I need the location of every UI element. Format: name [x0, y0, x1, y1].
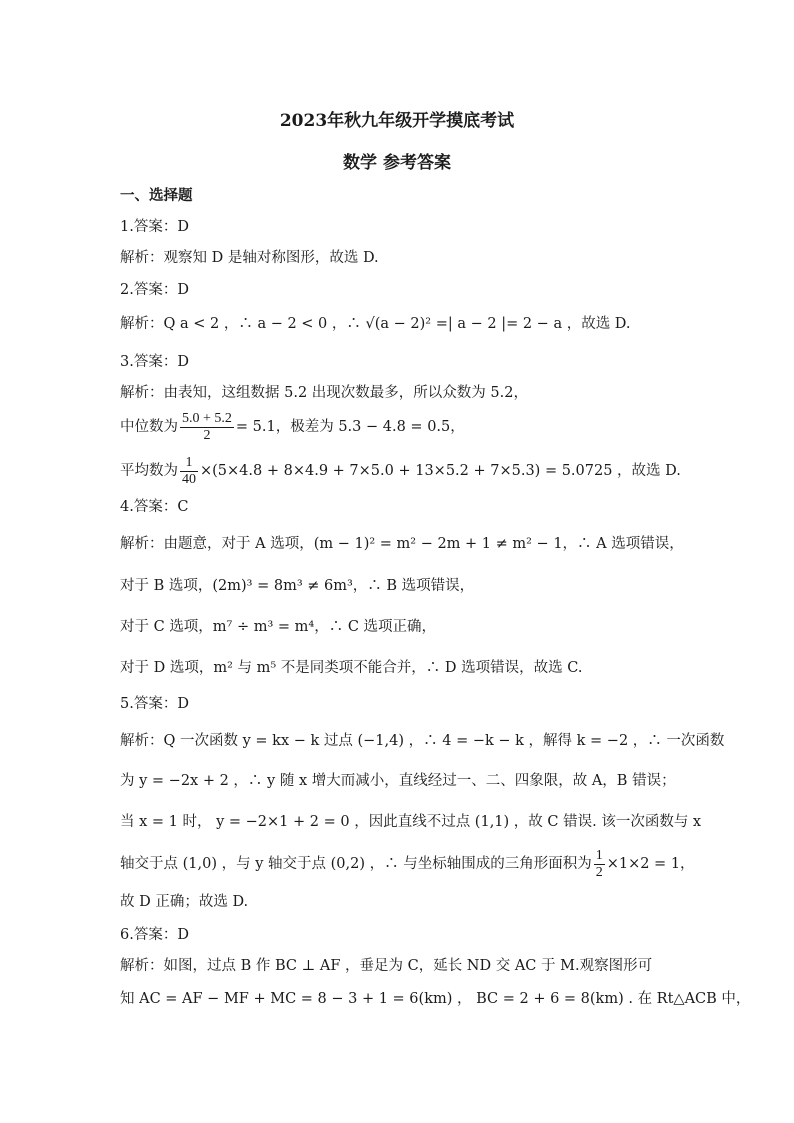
q6-analysis-line1: 解析：如图，过点 B 作 BC ⊥ AF ，垂足为 C，延长 ND 交 AC 于 M.观察图形可 — [120, 958, 653, 974]
q5-analysis-line2: 为 y = −2x + 2 ，∴ y 随 x 增大而减小，直线经过一、二、四象限，故 A，B 错误； — [120, 773, 676, 789]
fraction-denominator: 40 — [182, 471, 196, 487]
q4-analysis-line2: 对于 B 选项，(2m)³ = 8m³ ≠ 6m³，∴ B 选项错误， — [120, 578, 475, 594]
section-heading: 一、选择题 — [120, 187, 193, 204]
q3-mean-result: ×(5×4.8 + 8×4.9 + 7×5.0 + 13×5.2 + 7×5.3) = 5.0725 ，故选 D. — [200, 463, 681, 479]
q4-answer: 4.答案：C — [120, 499, 189, 515]
fraction-numerator: 1 — [180, 455, 198, 472]
exam-subtitle: 数学 参考答案 — [343, 153, 451, 173]
fraction-denominator: 2 — [595, 864, 603, 880]
q5-analysis-line1: 解析：Q 一次函数 y = kx − k 过点 (−1,4) ，∴ 4 = −k − k ，解得 k = −2 ，∴ 一次函数 — [120, 733, 725, 749]
q3-mean-label: 平均数为 — [120, 463, 178, 479]
q3-analysis-line3 — [120, 451, 680, 493]
q3-analysis-line1: 解析：由表知，这组数据 5.2 出现次数最多，所以众数为 5.2， — [120, 385, 528, 401]
q1-analysis: 解析：观察知 D 是轴对称图形，故选 D. — [120, 250, 379, 266]
q3-mean-fraction — [180, 455, 198, 488]
q3-median-label: 中位数为 — [120, 419, 178, 435]
q4-analysis-line1: 解析：由题意，对于 A 选项，(m − 1)² = m² − 2m + 1 ≠ m² − 1，∴ A 选项错误， — [120, 536, 684, 552]
q3-median-result: = 5.1，极差为 5.3 − 4.8 = 0.5， — [235, 419, 465, 435]
q3-median-fraction — [180, 411, 234, 444]
q6-answer: 6.答案：D — [120, 927, 189, 943]
q5-answer: 5.答案：D — [120, 696, 189, 712]
q1-answer: 1.答案：D — [120, 219, 189, 235]
q5-area-fraction — [594, 848, 605, 881]
q5-analysis-line3: 当 x = 1 时， y = −2×1 + 2 = 0 ，因此直线不过点 (1,1) ，故 C 错误. 该一次函数与 x — [120, 814, 702, 830]
q3-analysis-line2 — [120, 407, 680, 449]
q4-analysis-line3: 对于 C 选项，m⁷ ÷ m³ = m⁴，∴ C 选项正确， — [120, 619, 437, 635]
fraction-denominator: 2 — [203, 427, 211, 443]
exam-title: 2023年秋九年级开学摸底考试 — [279, 111, 515, 131]
q2-answer: 2.答案：D — [120, 282, 189, 298]
q5-analysis-line4 — [120, 844, 695, 886]
fraction-numerator: 5.0 + 5.2 — [182, 410, 232, 426]
q4-analysis-line4: 对于 D 选项，m² 与 m⁵ 不是同类项不能合并，∴ D 选项错误，故选 C. — [120, 660, 583, 676]
q3-answer: 3.答案：D — [120, 354, 189, 370]
q5-analysis-line5: 故 D 正确；故选 D. — [120, 894, 249, 910]
q5-area-result: ×1×2 = 1， — [606, 856, 695, 872]
q6-analysis-line2: 知 AC = AF − MF + MC = 8 − 3 + 1 = 6(km) ， BC = 2 + 6 = 8(km) . 在 Rt△ACB 中， — [120, 991, 751, 1007]
fraction-numerator: 1 — [595, 847, 603, 863]
q2-analysis: 解析：Q a < 2 ，∴ a − 2 < 0 ，∴ √(a − 2)² =| a − 2 |= 2 − a ，故选 D. — [120, 316, 631, 332]
q5-area-label: 轴交于点 (1,0) ，与 y 轴交于点 (0,2) ，∴ 与坐标轴围成的三角形面积为 — [120, 856, 592, 872]
